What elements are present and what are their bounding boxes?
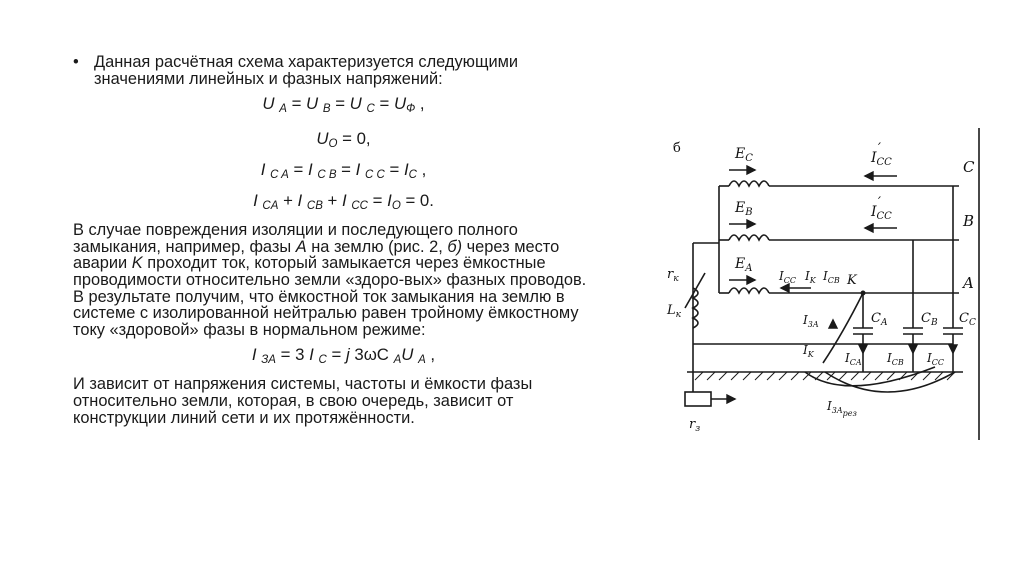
conclusion-paragraph: И зависит от напряжения системы, частоты и ёмкости фазы относительно земли, которая, в свою очередь, зависит от конструкции линий сети и их протяжённости.: [73, 375, 533, 427]
label-cc: $C_C$: [959, 311, 976, 328]
label-ik2: $I_K$: [803, 343, 814, 359]
coil-eb: [729, 235, 769, 240]
equation-current-sum: I CA + I CB + I CC = IO = 0.: [253, 191, 434, 213]
label-phase-b: B: [963, 212, 975, 230]
label-eb: $E_B$: [735, 200, 753, 218]
label-ea: $E_A$: [735, 256, 753, 274]
label-lk: $L_к$: [667, 303, 682, 320]
label-ica: $I_{CA}$: [845, 351, 862, 367]
label-icb: $I_{CB}$: [887, 351, 904, 367]
label-cb: $C_B$: [921, 311, 938, 328]
circuit-diagram: [665, 128, 985, 443]
arrow-ica-down: [859, 345, 867, 353]
label-i3a-rez: $I_{3Aрез}$: [827, 399, 857, 418]
resistor-r3: [685, 392, 711, 406]
label-rk: $r_к$: [667, 267, 679, 284]
equation-neutral-voltage: UO = 0,: [316, 129, 371, 151]
circuit-svg: [665, 128, 985, 443]
arrow-r3: [727, 395, 735, 403]
equation-capacitive-currents: I C A = I C B = I C C = IC ,: [260, 160, 427, 182]
text-column: [73, 54, 593, 426]
label-icb-a: $I_{CB}$: [823, 269, 840, 285]
coil-ec: [729, 181, 769, 186]
fig-letter: б: [673, 141, 681, 156]
fault-point-k: [861, 291, 866, 296]
coil-ea: [729, 288, 769, 293]
arrow-icc-down: [949, 345, 957, 353]
label-r3: $r_з$: [689, 417, 701, 434]
label-icc-top: $I_{CC}'$: [871, 141, 892, 168]
intro-paragraph: Данная расчётная схема характеризуется следующими значениями линейных и фазных напряжений:: [94, 53, 519, 88]
arrow-i3a-up: [829, 320, 837, 328]
label-phase-c: C: [963, 158, 975, 176]
equation-phase-voltages: U A = U B = U C = UФ ,: [262, 94, 425, 116]
label-ca: $C_A$: [871, 311, 888, 328]
label-icc-a: $I_{CC}$: [779, 269, 796, 285]
fault-paragraph: В случае повреждения изоляции и последующего полного замыкания, например, фазы A на землю (рис. 2, б) через место аварии K проходит ток, который замыкается через ёмкостные проводимости относительно земли «здоро-вых» фазных проводов. В результате получим, что ёмкостной ток замыкания на землю в системе с изолированной нейтралью равен тройному ёмкостному току «здоровой» фазы в нормальном режиме:: [73, 221, 587, 339]
label-i3a: $I_{3A}$: [803, 313, 819, 329]
label-icc-mid: $I_{CC}'$: [871, 195, 892, 222]
arrow-icb-down: [909, 345, 917, 353]
bullet-symbol: •: [73, 53, 79, 71]
label-ec: $E_C$: [735, 146, 753, 164]
label-icc2: $I_{CC}$: [927, 351, 944, 367]
rk-arrow-line: [685, 273, 705, 308]
label-ik-a: $I_K$: [805, 269, 816, 285]
equation-fault-current: I ЗА = 3 I C = j 3ωC AU A ,: [251, 345, 436, 367]
label-phase-a: A: [963, 274, 974, 292]
bullet-item: [73, 54, 593, 87]
label-k-point: K: [847, 273, 857, 288]
